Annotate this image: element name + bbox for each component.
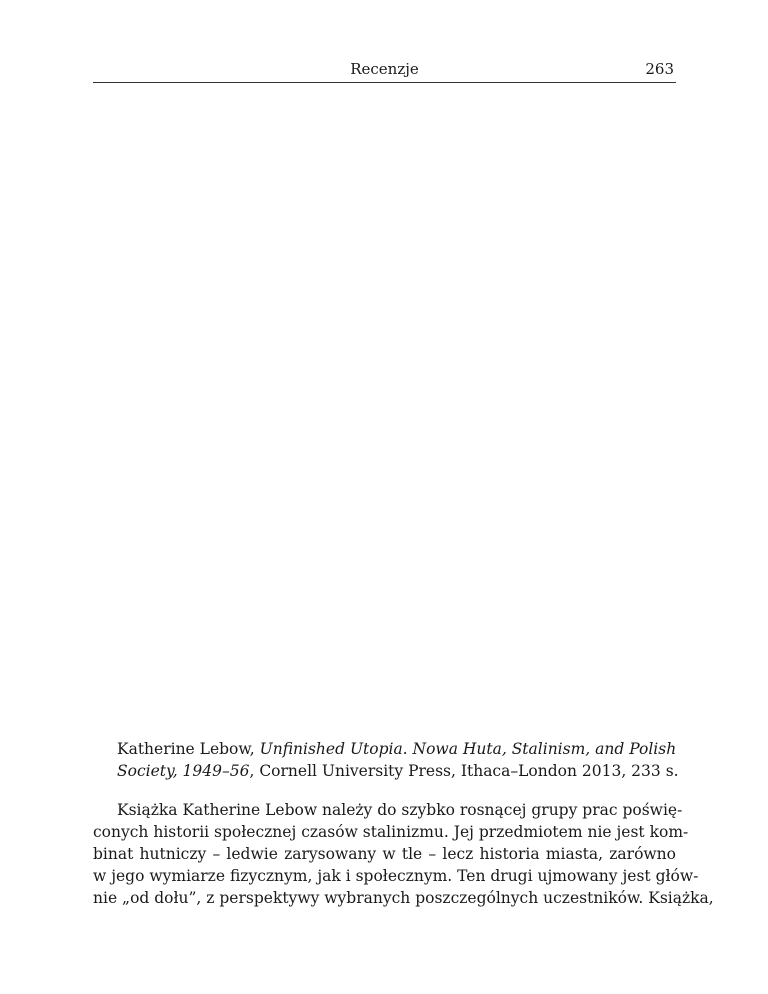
citation-publication-info: , Cornell University Press, Ithaca–London 2013, 233 s.: [249, 762, 679, 780]
running-title: Recenzje: [350, 60, 419, 78]
page-header: [93, 60, 676, 80]
page-number: 263: [645, 60, 674, 78]
citation-author: Katherine Lebow,: [117, 740, 260, 758]
paragraph-line: Książka Katherine Lebow należy do szybko rosnącej grupy prac poświę-: [117, 801, 683, 819]
review-paragraph: [93, 799, 714, 909]
review-citation: [117, 738, 677, 782]
citation-line-1: [117, 738, 677, 760]
header-rule: [93, 82, 676, 83]
paragraph-line: nie „od dołu”, z perspektywy wybranych poszczególnych uczestników. Książka,: [93, 889, 714, 907]
citation-line-2: [117, 760, 677, 782]
citation-title-part-2: Society, 1949–56: [117, 762, 250, 780]
paragraph-line: w jego wymiarze fizycznym, jak i społecznym. Ten drugi ujmowany jest głów-: [93, 867, 699, 885]
citation-title-part-1: Unfinished Utopia. Nowa Huta, Stalinism, and Polish: [259, 740, 677, 758]
paragraph-line: conych historii społecznej czasów stalinizmu. Jej przedmiotem nie jest kom-: [93, 823, 689, 841]
paragraph-line: binat hutniczy – ledwie zarysowany w tle – lecz historia miasta, zarówno: [93, 845, 676, 863]
